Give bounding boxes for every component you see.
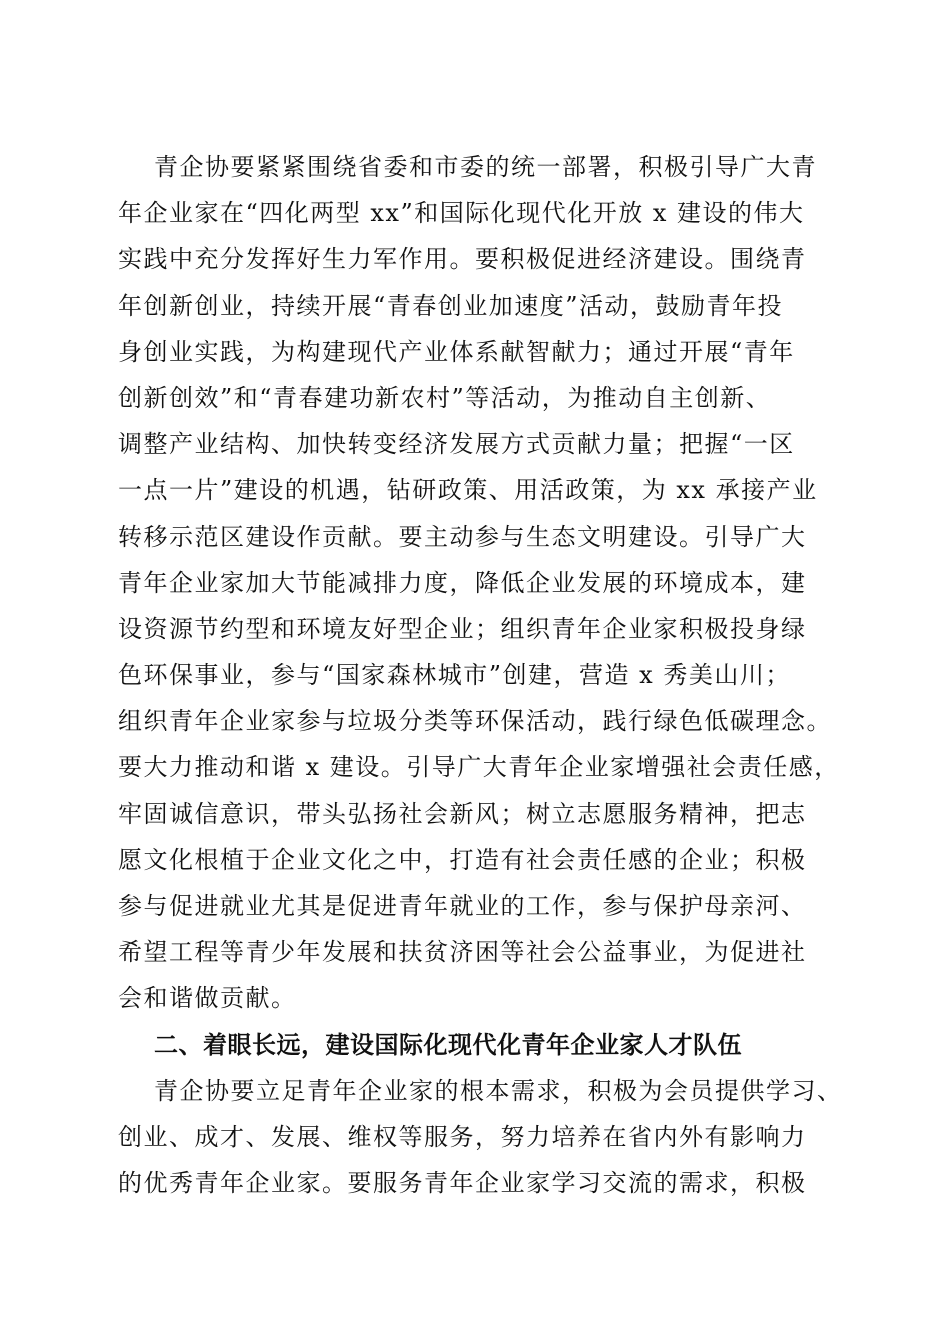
paragraph-line: 愿文化根植于企业文化之中，打造有社会责任感的企业；积极 bbox=[118, 845, 807, 874]
section-heading: 二、着眼长远，建设国际化现代化青年企业家人才队伍 bbox=[154, 1030, 742, 1059]
paragraph-line: 转移示范区建设作贡献。要主动参与生态文明建设。引导广大 bbox=[118, 522, 807, 551]
paragraph-line: 年创新创业，持续开展“青春创业加速度”活动，鼓励青年投 bbox=[118, 291, 784, 320]
paragraph-line: 身创业实践，为构建现代产业体系献智献力；通过开展“青年 bbox=[118, 337, 795, 366]
paragraph-line: 青企协要立足青年企业家的根本需求，积极为会员提供学习、 bbox=[154, 1076, 843, 1105]
paragraph-line: 组织青年企业家参与垃圾分类等环保活动，践行绿色低碳理念。 bbox=[118, 707, 832, 736]
paragraph-line: 创新创效”和“青春建功新农村”等活动，为推动自主创新、 bbox=[118, 383, 772, 412]
paragraph-line: 年企业家在“四化两型 xx”和国际化现代化开放 x 建设的伟大 bbox=[118, 199, 805, 228]
document-body bbox=[118, 144, 843, 1206]
paragraph-line: 参与促进就业尤其是促进青年就业的工作，参与保护母亲河、 bbox=[118, 892, 807, 920]
paragraph-line: 实践中充分发挥好生力军作用。要积极促进经济建设。围绕青 bbox=[118, 245, 807, 274]
paragraph-line: 调整产业结构、加快转变经济发展方式贡献力量；把握“一区 bbox=[118, 430, 795, 459]
paragraph-line: 牢固诚信意识，带头弘扬社会新风；树立志愿服务精神，把志 bbox=[118, 799, 807, 828]
paragraph-line: 一点一片”建设的机遇，钻研政策、用活政策，为 xx 承接产业 bbox=[118, 476, 818, 505]
paragraph-line: 希望工程等青少年发展和扶贫济困等社会公益事业，为促进社 bbox=[118, 938, 807, 967]
paragraph-line: 青企协要紧紧围绕省委和市委的统一部署，积极引导广大青 bbox=[154, 153, 817, 181]
paragraph-line: 要大力推动和谐 x 建设。引导广大青年企业家增强社会责任感， bbox=[118, 753, 840, 782]
paragraph-line: 色环保事业，参与“国家森林城市”创建，营造 x 秀美山川； bbox=[118, 661, 791, 690]
paragraph-line: 会和谐做贡献。 bbox=[118, 984, 297, 1013]
paragraph-line: 创业、成才、发展、维权等服务，努力培养在省内外有影响力 bbox=[118, 1122, 807, 1151]
paragraph-line: 青年企业家加大节能减排力度，降低企业发展的环境成本，建 bbox=[118, 568, 807, 597]
paragraph-line: 设资源节约型和环境友好型企业；组织青年企业家积极投身绿 bbox=[118, 614, 807, 643]
paragraph-line: 的优秀青年企业家。要服务青年企业家学习交流的需求，积极 bbox=[118, 1169, 807, 1198]
